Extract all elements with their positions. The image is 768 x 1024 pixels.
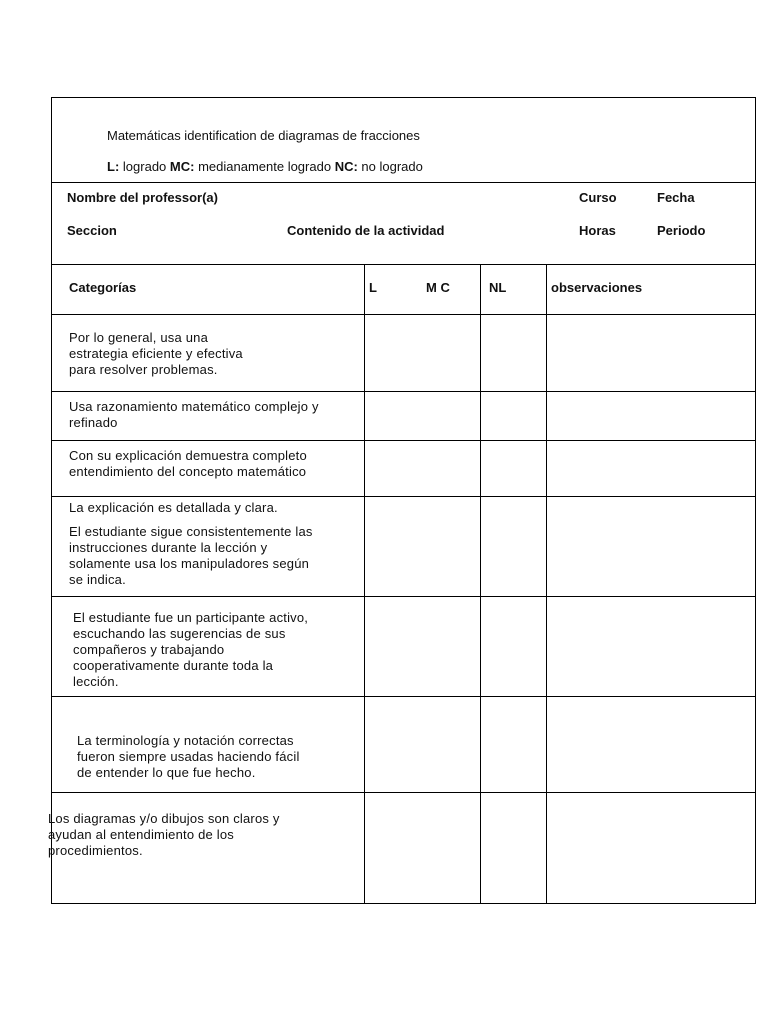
header-l: L: [369, 280, 377, 295]
column-line-1: [364, 264, 365, 903]
category-line: solamente usa los manipuladores según: [69, 556, 310, 571]
row-divider: [52, 391, 755, 392]
header-categorias: Categorías: [69, 280, 137, 295]
rating-legend: [107, 159, 423, 175]
form-title: Matemáticas identification de diagramas de fracciones: [107, 128, 420, 143]
row-divider: [52, 596, 755, 597]
rubric-form: [48, 97, 756, 904]
legend-l-value: logrado: [122, 159, 167, 174]
column-line-3: [546, 264, 547, 903]
header-nl: NL: [489, 280, 507, 295]
divider-title: [52, 182, 755, 183]
category-line: fueron siempre usadas haciendo fácil: [77, 749, 300, 764]
category-line: se indica.: [69, 572, 126, 587]
legend-mc-value: medianamente logrado: [198, 159, 332, 174]
category-line: El estudiante sigue consistentemente las: [69, 524, 313, 539]
category-line: de entender lo que fue hecho.: [77, 765, 256, 780]
label-seccion: Seccion: [67, 223, 117, 238]
table-row-5-category: [73, 610, 308, 690]
label-fecha: Fecha: [657, 190, 695, 205]
row-divider: [52, 696, 755, 697]
category-line: Los diagramas y/o dibujos son claros y: [48, 811, 280, 826]
category-line: Usa razonamiento matemático complejo y: [69, 399, 319, 414]
category-line: Por lo general, usa una: [69, 330, 209, 345]
category-line: para resolver problemas.: [69, 362, 218, 377]
legend-mc-key: MC:: [169, 159, 195, 174]
category-line: lección.: [73, 674, 119, 689]
row-divider: [52, 792, 755, 793]
legend-nc-key: NC:: [334, 159, 358, 174]
header-observaciones: observaciones: [551, 280, 643, 295]
category-line: entendimiento del concepto matemático: [69, 464, 307, 479]
category-line: El estudiante fue un participante activo,: [73, 610, 309, 625]
table-row-2-category: [69, 399, 319, 431]
category-line: refinado: [69, 415, 118, 430]
category-line: escuchando las sugerencias de sus: [73, 626, 286, 641]
category-line: La explicación es detallada y clara.: [69, 500, 278, 515]
header-mc: M C: [426, 280, 450, 295]
row-divider: [52, 314, 755, 315]
category-line: ayudan al entendimiento de los: [48, 827, 234, 842]
table-row-7-category: [48, 811, 280, 859]
label-periodo: Periodo: [657, 223, 706, 238]
category-line: cooperativamente durante toda la: [73, 658, 274, 673]
table-row-1-category: [69, 330, 243, 378]
column-line-2: [480, 264, 481, 903]
row-divider: [52, 496, 755, 497]
label-curso: Curso: [579, 190, 617, 205]
category-line: estrategia eficiente y efectiva: [69, 346, 243, 361]
category-line: procedimientos.: [48, 843, 143, 858]
divider-info: [52, 264, 755, 265]
table-row-3-category: [69, 448, 307, 480]
label-professor: Nombre del professor(a): [67, 190, 218, 205]
label-horas: Horas: [579, 223, 616, 238]
legend-l-key: L:: [107, 159, 120, 174]
label-contenido: Contenido de la actividad: [287, 223, 445, 238]
table-row-4-category: [69, 500, 313, 588]
category-line: Con su explicación demuestra completo: [69, 448, 307, 463]
table-row-6-category: [77, 733, 300, 781]
category-line: instrucciones durante la lección y: [69, 540, 268, 555]
category-line: La terminología y notación correctas: [77, 733, 294, 748]
category-line: compañeros y trabajando: [73, 642, 225, 657]
row-divider: [52, 440, 755, 441]
legend-nc-value: no logrado: [361, 159, 423, 174]
